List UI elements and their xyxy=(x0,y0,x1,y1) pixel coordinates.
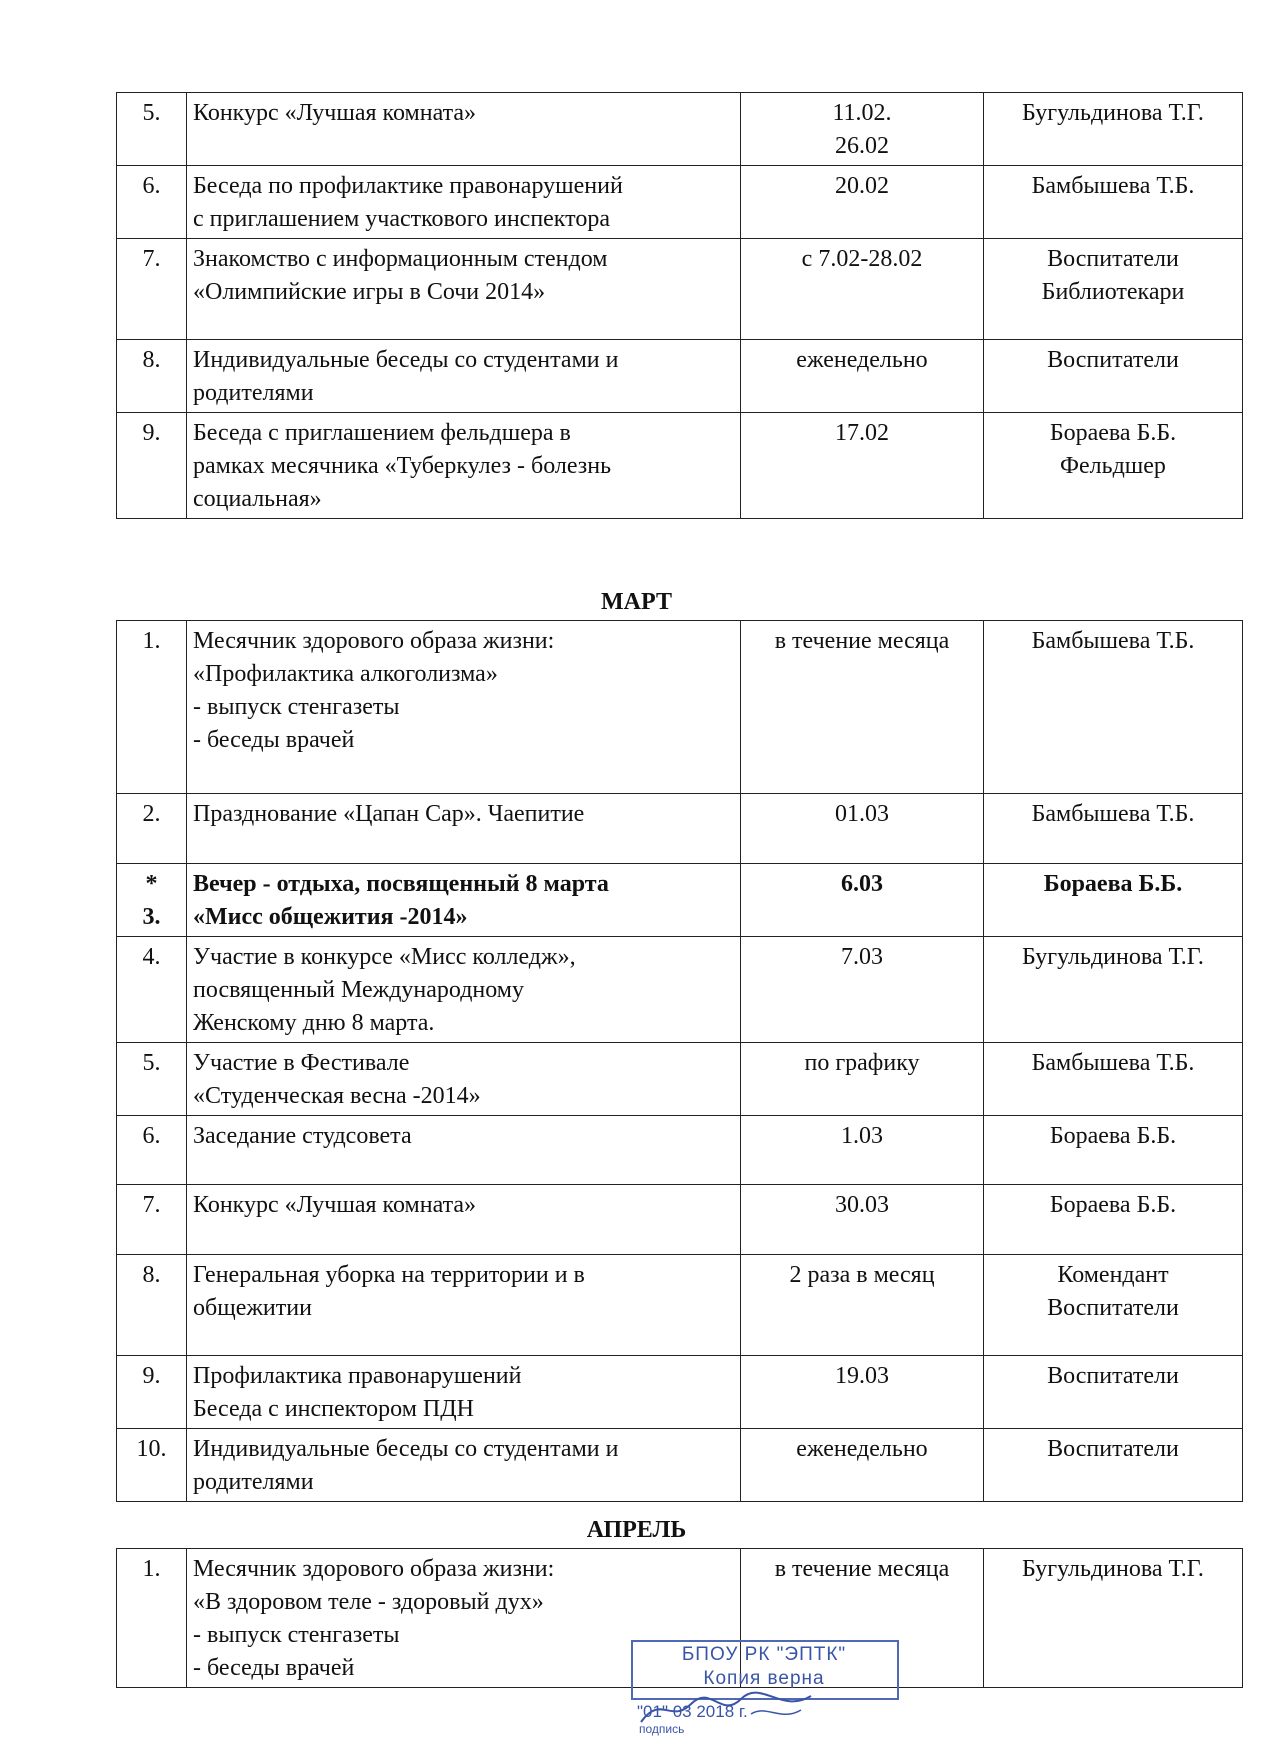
event-date-cell xyxy=(741,340,984,413)
event-date-line: 7.03 xyxy=(841,944,883,970)
march-heading: МАРТ xyxy=(601,589,672,615)
table-row xyxy=(117,1255,1243,1356)
event-description-line: Конкурс «Лучшая комната» xyxy=(193,1192,477,1218)
event-description-cell xyxy=(187,239,741,340)
event-description-line: Индивидуальные беседы со студентами и xyxy=(193,1436,619,1462)
row-number: * 3. xyxy=(142,871,161,930)
event-description-line: с приглашением участкового инспектора xyxy=(193,206,610,232)
row-number: 7. xyxy=(142,246,161,272)
responsible-person-cell xyxy=(984,239,1243,340)
responsible-person-line: Библиотекари xyxy=(1041,279,1185,305)
responsible-person-line: Фельдшер xyxy=(1060,453,1166,479)
row-number-cell xyxy=(117,937,187,1043)
event-date-line: 01.03 xyxy=(835,801,889,827)
row-number: 1. xyxy=(142,628,161,654)
event-date-cell xyxy=(741,937,984,1043)
event-date-line: с 7.02-28.02 xyxy=(801,246,923,272)
row-number: 7. xyxy=(142,1192,161,1218)
event-description-line: посвященный Международному xyxy=(193,977,524,1003)
event-date-line: 11.02. xyxy=(832,100,892,126)
responsible-person-cell xyxy=(984,1356,1243,1429)
stamp-date-line: "01" 03 2018 г. xyxy=(637,1702,748,1721)
event-date-cell xyxy=(741,1429,984,1502)
event-description-line: «Профилактика алкоголизма» xyxy=(193,661,498,687)
event-description-cell xyxy=(187,1116,741,1185)
event-description-line: Месячник здорового образа жизни: xyxy=(193,628,555,654)
responsible-person-cell xyxy=(984,166,1243,239)
event-description-line: Беседа с приглашением фельдшера в xyxy=(193,420,571,446)
responsible-person-cell xyxy=(984,1429,1243,1502)
event-description-line: родителями xyxy=(193,1469,314,1495)
table-row xyxy=(117,864,1243,937)
event-description-cell xyxy=(187,1356,741,1429)
responsible-person-line: Воспитатели xyxy=(1047,246,1179,272)
event-description-line: Заседание студсовета xyxy=(193,1123,412,1149)
event-date-line: 30.03 xyxy=(835,1192,889,1218)
row-number-cell xyxy=(117,1043,187,1116)
responsible-person-cell xyxy=(984,794,1243,864)
row-number: 1. xyxy=(142,1556,161,1582)
table-row xyxy=(117,166,1243,239)
responsible-person-line: Бамбышева Т.Б. xyxy=(1031,801,1195,827)
table-row xyxy=(117,1356,1243,1429)
event-date-cell xyxy=(741,621,984,794)
table-row xyxy=(117,340,1243,413)
table-row xyxy=(117,1116,1243,1185)
row-number: 9. xyxy=(142,420,161,446)
table-row xyxy=(117,621,1243,794)
event-date-line: 20.02 xyxy=(835,173,889,199)
event-description-line: Беседа по профилактике правонарушений xyxy=(193,173,623,199)
table-row xyxy=(117,1185,1243,1255)
handwritten-signature-icon xyxy=(631,1684,897,1734)
responsible-person-line: Бамбышева Т.Б. xyxy=(1031,628,1195,654)
table-row xyxy=(117,1043,1243,1116)
responsible-person-line: Бугульдинова Т.Г. xyxy=(1022,944,1204,970)
responsible-person-line: Бамбышева Т.Б. xyxy=(1031,173,1195,199)
row-number-cell xyxy=(117,1549,187,1688)
event-description-line: Знакомство с информационным стендом xyxy=(193,246,608,272)
table-row xyxy=(117,413,1243,519)
event-description-line: рамках месячника «Туберкулез - болезнь xyxy=(193,453,612,479)
april-heading: АПРЕЛЬ xyxy=(586,1517,687,1543)
row-number-cell xyxy=(117,1356,187,1429)
responsible-person-cell xyxy=(984,864,1243,937)
row-number: 8. xyxy=(142,1262,161,1288)
row-number-cell xyxy=(117,93,187,166)
event-description-line: - выпуск стенгазеты xyxy=(193,694,400,720)
event-date-line: еженедельно xyxy=(796,1436,928,1462)
responsible-person-line: Бугульдинова Т.Г. xyxy=(1022,100,1204,126)
event-description-line: - беседы врачей xyxy=(193,727,355,753)
table-row xyxy=(117,937,1243,1043)
event-date-cell xyxy=(741,1356,984,1429)
february-events-table xyxy=(116,92,1243,519)
event-date-line: 2 раза в месяц xyxy=(789,1262,935,1288)
row-number-cell xyxy=(117,413,187,519)
row-number: 5. xyxy=(142,100,161,126)
event-description-cell xyxy=(187,340,741,413)
event-description-cell xyxy=(187,794,741,864)
event-date-cell xyxy=(741,794,984,864)
event-description-line: Вечер - отдыха, посвященный 8 марта xyxy=(193,871,609,897)
row-number-cell xyxy=(117,1429,187,1502)
row-number-cell xyxy=(117,239,187,340)
event-description-line: Участие в Фестивале xyxy=(193,1050,410,1076)
responsible-person-cell xyxy=(984,93,1243,166)
event-date-line: 19.03 xyxy=(835,1363,889,1389)
event-date-line: 17.02 xyxy=(835,420,889,446)
event-date-cell xyxy=(741,93,984,166)
event-description-line: Беседа с инспектором ПДН xyxy=(193,1396,474,1422)
table-row xyxy=(117,1429,1243,1502)
responsible-person-cell xyxy=(984,413,1243,519)
event-description-line: «Студенческая весна -2014» xyxy=(193,1083,481,1109)
march-table-body xyxy=(117,621,1243,1502)
row-number-cell xyxy=(117,1255,187,1356)
event-description-line: Генеральная уборка на территории и в xyxy=(193,1262,585,1288)
event-description-line: Участие в конкурсе «Мисс колледж», xyxy=(193,944,576,970)
event-description-cell xyxy=(187,1043,741,1116)
event-description-cell xyxy=(187,1255,741,1356)
event-description-cell xyxy=(187,413,741,519)
event-date-line: 6.03 xyxy=(841,871,883,897)
event-date-line: в течение месяца xyxy=(774,628,950,654)
row-number: 6. xyxy=(142,173,161,199)
responsible-person-line: Бораева Б.Б. xyxy=(1049,420,1177,446)
event-description-cell xyxy=(187,1429,741,1502)
event-description-cell xyxy=(187,864,741,937)
row-number: 5. xyxy=(142,1050,161,1076)
event-description-line: Индивидуальные беседы со студентами и xyxy=(193,347,619,373)
event-date-line: еженедельно xyxy=(796,347,928,373)
event-date-line: 26.02 xyxy=(835,133,889,159)
row-number: 2. xyxy=(142,801,161,827)
event-description-cell xyxy=(187,621,741,794)
responsible-person-line: Воспитатели xyxy=(1047,347,1179,373)
row-number-cell xyxy=(117,794,187,864)
event-date-cell xyxy=(741,166,984,239)
responsible-person-cell xyxy=(984,937,1243,1043)
event-description-line: Празднование «Цапан Сар». Чаепитие xyxy=(193,801,585,827)
row-number-cell xyxy=(117,340,187,413)
event-description-line: «В здоровом теле - здоровый дух» xyxy=(193,1589,544,1615)
event-date-cell xyxy=(741,1185,984,1255)
row-number-cell xyxy=(117,621,187,794)
event-description-line: Профилактика правонарушений xyxy=(193,1363,522,1389)
row-number: 10. xyxy=(136,1436,167,1462)
event-date-cell xyxy=(741,1116,984,1185)
event-date-cell xyxy=(741,413,984,519)
stamp-signature-label: подпись xyxy=(639,1722,685,1736)
february-table-body xyxy=(117,93,1243,519)
event-description-cell xyxy=(187,166,741,239)
event-date-cell xyxy=(741,864,984,937)
event-description-line: - беседы врачей xyxy=(193,1655,355,1681)
responsible-person-line: Бугульдинова Т.Г. xyxy=(1022,1556,1204,1582)
event-description-line: Конкурс «Лучшая комната» xyxy=(193,100,477,126)
event-date-line: по графику xyxy=(804,1050,920,1076)
row-number-cell xyxy=(117,1116,187,1185)
row-number: 9. xyxy=(142,1363,161,1389)
event-date-cell xyxy=(741,1043,984,1116)
event-date-cell xyxy=(741,1255,984,1356)
table-row xyxy=(117,239,1243,340)
table-row xyxy=(117,93,1243,166)
row-number-cell xyxy=(117,166,187,239)
responsible-person-cell xyxy=(984,1549,1243,1688)
event-date-line: 1.03 xyxy=(841,1123,883,1149)
responsible-person-cell xyxy=(984,1255,1243,1356)
event-description-line: «Олимпийские игры в Сочи 2014» xyxy=(193,279,546,305)
responsible-person-cell xyxy=(984,1116,1243,1185)
responsible-person-line: Воспитатели xyxy=(1047,1436,1179,1462)
table-row xyxy=(117,794,1243,864)
responsible-person-cell xyxy=(984,1185,1243,1255)
row-number: 8. xyxy=(142,347,161,373)
responsible-person-line: Воспитатели xyxy=(1047,1295,1179,1321)
event-description-cell xyxy=(187,937,741,1043)
event-date-line: в течение месяца xyxy=(774,1556,950,1582)
event-date-cell xyxy=(741,239,984,340)
event-description-line: - выпуск стенгазеты xyxy=(193,1622,400,1648)
responsible-person-line: Комендант xyxy=(1057,1262,1169,1288)
row-number-cell xyxy=(117,1185,187,1255)
responsible-person-cell xyxy=(984,621,1243,794)
row-number: 4. xyxy=(142,944,161,970)
event-description-line: общежитии xyxy=(193,1295,312,1321)
event-description-line: Женскому дню 8 марта. xyxy=(193,1010,435,1036)
row-number: 6. xyxy=(142,1123,161,1149)
event-description-line: родителями xyxy=(193,380,314,406)
march-events-table xyxy=(116,620,1243,1502)
event-description-line: «Мисс общежития -2014» xyxy=(193,904,468,930)
responsible-person-line: Бамбышева Т.Б. xyxy=(1031,1050,1195,1076)
responsible-person-cell xyxy=(984,1043,1243,1116)
event-description-line: Месячник здорового образа жизни: xyxy=(193,1556,555,1582)
event-description-cell xyxy=(187,93,741,166)
event-description-line: социальная» xyxy=(193,486,322,512)
responsible-person-cell xyxy=(984,340,1243,413)
event-description-cell xyxy=(187,1185,741,1255)
responsible-person-line: Бораева Б.Б. xyxy=(1049,1192,1177,1218)
stamp-copy-verified: Копия верна xyxy=(703,1668,825,1689)
stamp-organization: БПОУ РК "ЭПТК" xyxy=(681,1644,847,1665)
responsible-person-line: Воспитатели xyxy=(1047,1363,1179,1389)
responsible-person-line: Бораева Б.Б. xyxy=(1049,1123,1177,1149)
certification-stamp xyxy=(631,1640,897,1734)
responsible-person-line: Бораева Б.Б. xyxy=(1043,871,1183,897)
row-number-cell xyxy=(117,864,187,937)
